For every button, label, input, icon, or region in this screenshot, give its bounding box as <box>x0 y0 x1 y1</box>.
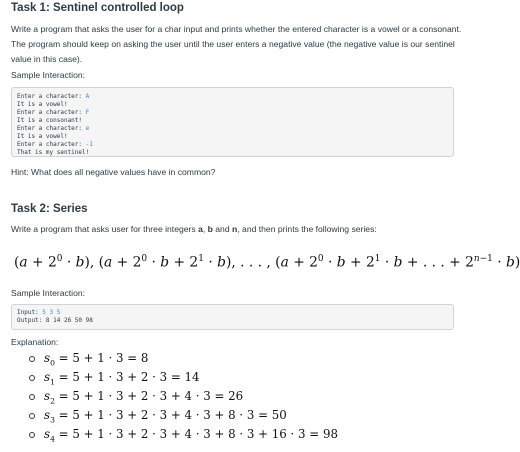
task1-description-line: The program should keep on asking the user until the user enters a negative value (the negative value is our sentinel <box>11 39 455 49</box>
task2-code-block <box>11 304 454 330</box>
code-text: It is a vowel! <box>17 101 68 108</box>
equation-expression: = 5 + 1 · 3 + 2 · 3 + 4 · 3 + 8 · 3 = 50 <box>54 408 287 422</box>
equation-index: 4 <box>50 434 55 444</box>
task2-title: Task 2: Series <box>11 203 88 215</box>
equation-expression: = 5 + 1 · 3 + 2 · 3 + 4 · 3 = 26 <box>54 389 244 403</box>
code-text: Enter a character: <box>17 125 86 132</box>
code-user-input: 5 3 5 <box>42 309 61 316</box>
equation-index: 3 <box>50 415 55 425</box>
var-n: n <box>232 224 238 234</box>
equation-index: 1 <box>50 377 55 387</box>
task2-sample-label: Sample Interaction: <box>11 288 86 298</box>
code-line <box>17 309 448 317</box>
var-a: a <box>198 224 203 234</box>
code-text: That is my sentinel! <box>17 149 90 156</box>
list-item <box>11 389 466 408</box>
explanation-label: Explanation: <box>11 337 59 347</box>
task1-description <box>11 22 461 67</box>
task2-description-text: , <box>202 224 208 234</box>
code-user-input: A <box>85 93 90 100</box>
task1-description-line: value in this case). <box>11 54 83 64</box>
task2-description-text: and <box>212 224 233 234</box>
bullet-circle-icon <box>29 413 35 419</box>
explanation-equation: $s_3 = 5 + 1 \cdot 3 + 2 \cdot 3 + 4 \cdot 3 + 8 \cdot 3 = 50$ <box>44 408 287 425</box>
task1-title: Task 1: Sentinel controlled loop <box>11 2 184 14</box>
list-item <box>11 408 466 427</box>
explanation-equation: $s_4 = 5 + 1 \cdot 3 + 2 \cdot 3 + 4 \cdot 3 + 8 \cdot 3 + 16 \cdot 3 = 98$ <box>44 427 338 444</box>
task1-code-block <box>11 87 454 157</box>
code-line <box>17 133 448 141</box>
code-user-input: F <box>85 109 90 116</box>
task1-description-line: Write a program that asks the user for a char input and prints whether the entered character is a vowel or a consonant. <box>11 24 462 34</box>
equation-index: 2 <box>50 396 55 406</box>
code-line <box>17 141 448 149</box>
task2-description-text: Write a program that asks user for three integers <box>11 224 199 234</box>
bullet-circle-icon <box>29 375 35 381</box>
task1-sample-label: Sample Interaction: <box>11 70 86 80</box>
list-item <box>11 370 466 389</box>
code-user-input: e <box>85 125 90 132</box>
code-line <box>17 93 448 101</box>
code-text: Enter a character: <box>17 93 86 100</box>
bullet-circle-icon <box>29 394 35 400</box>
explanation-equation: $s_1 = 5 + 1 \cdot 3 + 2 \cdot 3 = 14$ <box>44 370 200 387</box>
code-line <box>17 101 448 109</box>
explanation-list <box>11 351 466 446</box>
bullet-circle-icon <box>29 432 35 438</box>
bullet-circle-icon <box>29 356 35 362</box>
code-line: Output: 8 14 26 50 98 <box>17 317 93 324</box>
equation-expression: = 5 + 1 · 3 + 2 · 3 = 14 <box>54 370 200 384</box>
code-line <box>17 149 448 157</box>
equation-index: 0 <box>50 358 55 368</box>
code-text: Enter a character: <box>17 109 86 116</box>
equation-expression: = 5 + 1 · 3 = 8 <box>54 351 149 365</box>
series-formula: $(a + 2^0 \cdot b)$, $(a + 2^0 \cdot b + 2^1 \cdot b)$, . . . , ($a + 2^0 \cdot b + 2^1 \cdot b$ + . . . + $2^{n-1} \cdot b$) <box>14 254 520 271</box>
code-text: It is a consonant! <box>17 117 83 124</box>
code-text: Enter a character: <box>17 141 86 148</box>
task1-hint: Hint: What does all negative values have in common? <box>11 167 216 177</box>
task2-description <box>11 222 377 237</box>
var-b: b <box>207 224 213 234</box>
equation-expression: = 5 + 1 · 3 + 2 · 3 + 4 · 3 + 8 · 3 + 16 · 3 = 98 <box>54 427 338 441</box>
code-line <box>17 117 448 125</box>
list-item <box>11 427 466 446</box>
code-user-input: -1 <box>85 141 93 148</box>
explanation-equation: $s_0 = 5 + 1 \cdot 3 = 8$ <box>44 351 149 368</box>
code-line <box>17 125 448 133</box>
list-item <box>11 351 466 370</box>
code-text: Input: <box>17 309 43 316</box>
code-text: It is a vowel! <box>17 133 68 140</box>
explanation-equation: $s_2 = 5 + 1 \cdot 3 + 2 \cdot 3 + 4 \cdot 3 = 26$ <box>44 389 244 406</box>
code-line <box>17 109 448 117</box>
task2-description-text: , and then prints the following series: <box>237 224 377 234</box>
